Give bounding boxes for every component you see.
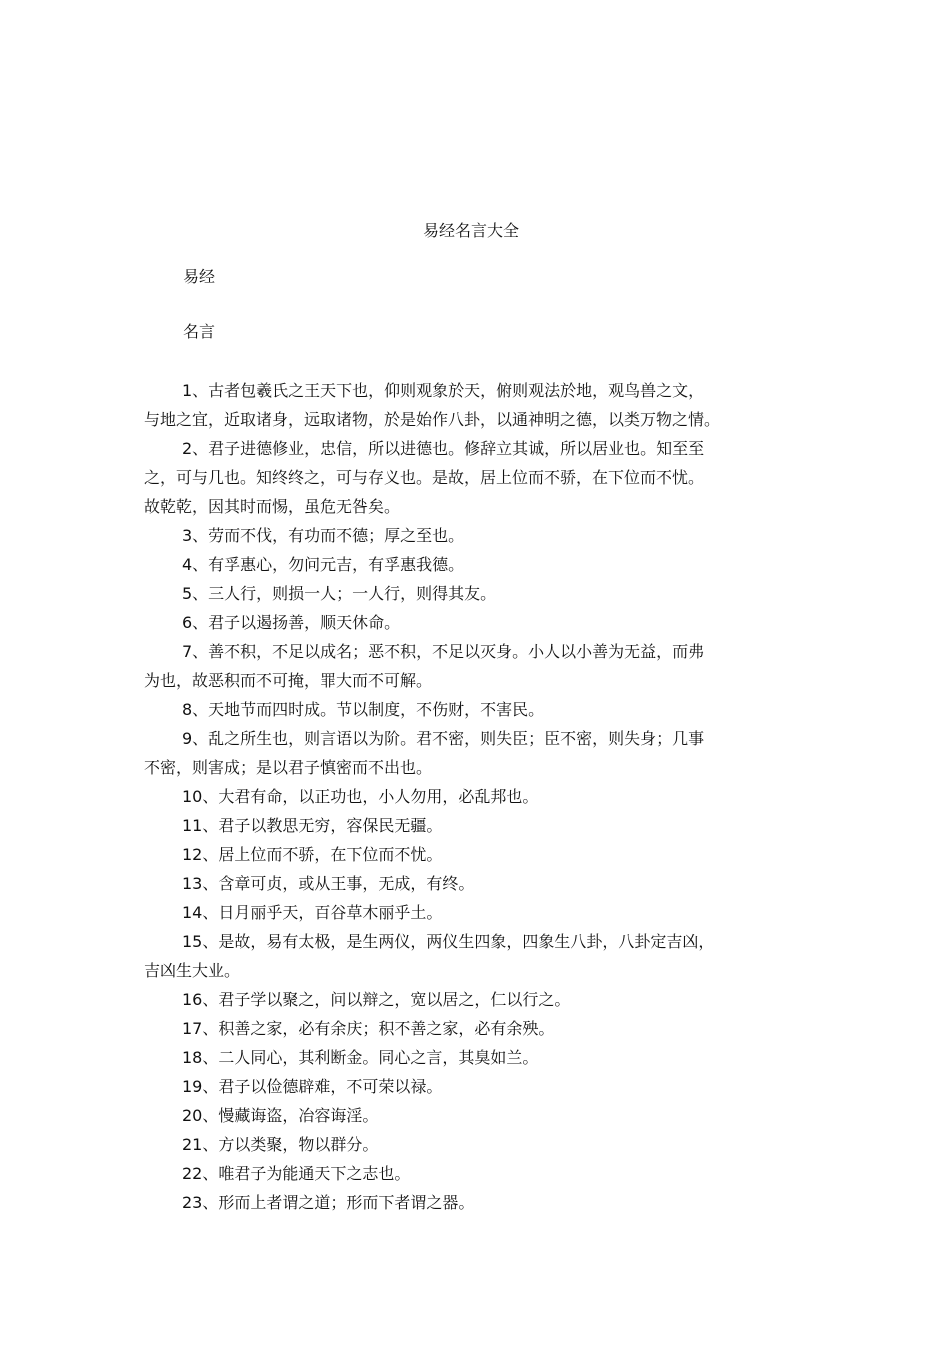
section-heading-yijing: 易经 [183, 267, 216, 286]
quote-line: 23、形而上者谓之道；形而下者谓之器。 [182, 1193, 475, 1212]
quote-line: 8、天地节而四时成。节以制度，不伤财，不害民。 [182, 700, 545, 719]
quote-item [144, 898, 804, 927]
quote-item [144, 724, 804, 782]
quote-line: 2、君子进德修业，忠信，所以进德也。修辞立其诚，所以居业也。知至至 [182, 439, 705, 458]
quote-line: 故乾乾，因其时而惕，虽危无咎矣。 [144, 497, 401, 516]
quote-item [144, 927, 804, 985]
quote-item [144, 695, 804, 724]
quote-line: 10、大君有命，以正功也，小人勿用，必乱邦也。 [182, 787, 539, 806]
quote-line: 7、善不积，不足以成名；恶不积，不足以灭身。小人以小善为无益，而弗 [182, 642, 705, 661]
quote-item [144, 1130, 804, 1159]
quote-line: 22、唯君子为能通天下之志也。 [182, 1164, 411, 1183]
quote-line: 1、古者包羲氏之王天下也，仰则观象於天，俯则观法於地，观鸟兽之文， [182, 381, 705, 400]
section-heading-quotes: 名言 [183, 322, 216, 341]
quote-item [144, 579, 804, 608]
quote-item [144, 608, 804, 637]
quote-line: 与地之宜，近取诸身，远取诸物，於是始作八卦，以通神明之德，以类万物之情。 [144, 410, 721, 429]
quote-line: 9、乱之所生也，则言语以为阶。君不密，则失臣；臣不密，则失身；几事 [182, 729, 705, 748]
quote-line: 14、日月丽乎天，百谷草木丽乎土。 [182, 903, 443, 922]
quote-item [144, 637, 804, 695]
quote-line: 12、居上位而不骄，在下位而不忧。 [182, 845, 443, 864]
quote-list [144, 376, 804, 1217]
quote-line: 3、劳而不伐，有功而不德；厚之至也。 [182, 526, 465, 545]
quote-item [144, 550, 804, 579]
quote-item [144, 1072, 804, 1101]
quote-item [144, 840, 804, 869]
quote-line: 吉凶生大业。 [144, 961, 241, 980]
quote-line: 5、三人行，则损一人；一人行，则得其友。 [182, 584, 497, 603]
document-title: 易经名言大全 [422, 221, 519, 240]
quote-item [144, 1188, 804, 1217]
quote-item [144, 985, 804, 1014]
quote-line: 20、慢藏诲盗，冶容诲淫。 [182, 1106, 379, 1125]
quote-line: 18、二人同心，其利断金。同心之言，其臭如兰。 [182, 1048, 539, 1067]
quote-line: 19、君子以俭德辟难，不可荣以禄。 [182, 1077, 443, 1096]
quote-line: 之，可与几也。知终终之，可与存义也。是故，居上位而不骄，在下位而不忧。 [144, 468, 705, 487]
quote-line: 6、君子以遏扬善，顺天休命。 [182, 613, 401, 632]
quote-line: 17、积善之家，必有余庆；积不善之家，必有余殃。 [182, 1019, 555, 1038]
quote-item [144, 376, 804, 434]
quote-item [144, 1043, 804, 1072]
quote-line: 4、有孚惠心，勿问元吉，有孚惠我德。 [182, 555, 465, 574]
quote-item [144, 521, 804, 550]
quote-line: 不密，则害成；是以君子慎密而不出也。 [144, 758, 433, 777]
quote-item [144, 869, 804, 898]
quote-line: 11、君子以教思无穷，容保民无疆。 [182, 816, 443, 835]
quote-item [144, 1159, 804, 1188]
quote-item [144, 1014, 804, 1043]
quote-item [144, 782, 804, 811]
quote-line: 为也，故恶积而不可掩，罪大而不可解。 [144, 671, 433, 690]
quote-line: 16、君子学以聚之，问以辩之，宽以居之，仁以行之。 [182, 990, 571, 1009]
quote-line: 15、是故，易有太极，是生两仪，两仪生四象，四象生八卦，八卦定吉凶， [182, 932, 715, 951]
quote-line: 13、含章可贞，或从王事，无成，有终。 [182, 874, 475, 893]
quote-line: 21、方以类聚，物以群分。 [182, 1135, 379, 1154]
quote-item [144, 811, 804, 840]
quote-item [144, 1101, 804, 1130]
quote-item [144, 434, 804, 521]
